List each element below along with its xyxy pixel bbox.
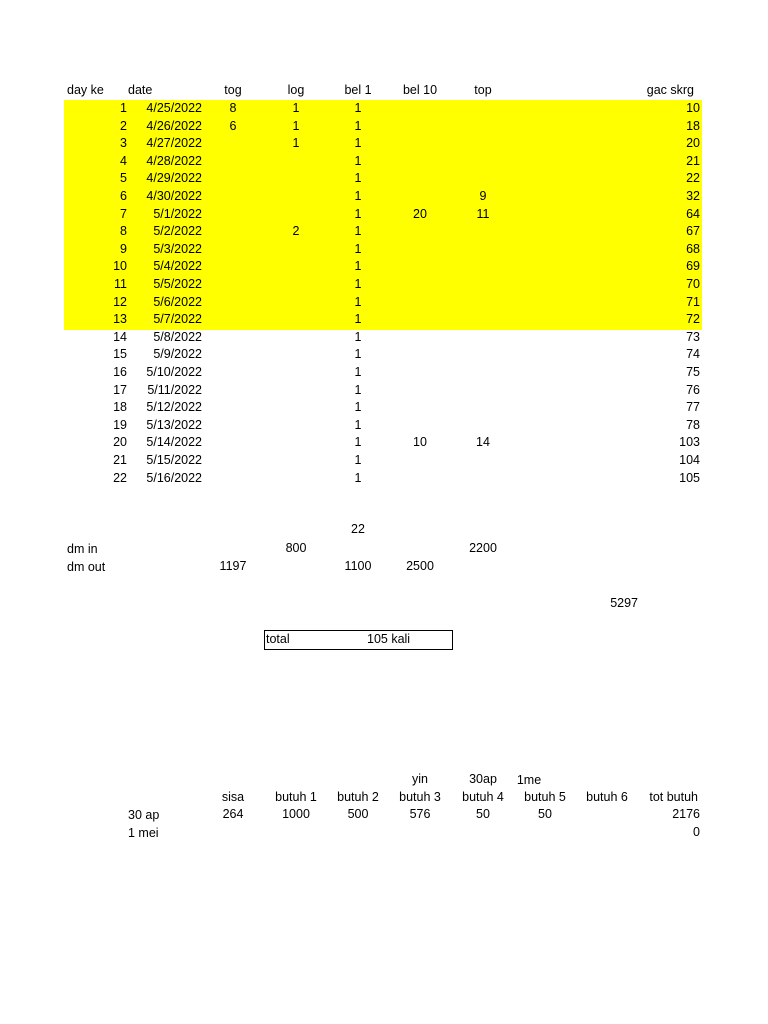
needs-row1-b1: 1000 [282, 807, 310, 821]
cell-date: 5/15/2022 [146, 453, 202, 467]
cell-date: 4/30/2022 [146, 189, 202, 203]
cell-day: 2 [120, 118, 127, 133]
cell-bel10: 20 [413, 206, 427, 221]
cell-bel1: 1 [354, 171, 362, 186]
needs-top-b5: 1me [516, 773, 542, 787]
cell-date: 5/4/2022 [153, 259, 202, 274]
cell-gac: 77 [686, 400, 700, 415]
cell-bel1: 1 [354, 206, 362, 221]
dm-in-log: 800 [285, 541, 307, 555]
cell-gac: 64 [686, 206, 700, 221]
cell-gac: 70 [686, 277, 700, 291]
cell-gac: 20 [686, 136, 700, 151]
needs-row1-tot: 2176 [672, 807, 700, 821]
cell-day: 13 [113, 312, 127, 327]
table-row [0, 276, 768, 294]
cell-day: 9 [120, 241, 127, 256]
cell-day: 8 [120, 224, 127, 239]
cell-bel1: 1 [354, 224, 362, 239]
table-row [0, 241, 768, 259]
cell-date: 5/2/2022 [153, 224, 202, 239]
cell-top: 14 [476, 435, 490, 450]
bel1-count: 22 [351, 522, 365, 536]
cell-bel1: 1 [354, 347, 362, 362]
dm-in-label: dm in [67, 542, 98, 556]
needs-header-tot: tot butuh [649, 790, 698, 804]
cell-tog: 8 [229, 101, 237, 115]
cell-log: 1 [292, 101, 300, 115]
cell-date: 5/12/2022 [146, 400, 202, 415]
needs-row2-tot: 0 [693, 825, 700, 839]
cell-date: 5/1/2022 [153, 206, 202, 221]
cell-log: 2 [292, 224, 300, 239]
header-bel1: bel 1 [344, 83, 372, 97]
header-gac: gac skrg [646, 83, 694, 97]
cell-day: 15 [113, 347, 127, 362]
needs-header-b2: butuh 2 [337, 790, 379, 804]
header-top: top [474, 83, 492, 97]
needs-row1-sisa: 264 [222, 807, 244, 821]
table-row [0, 311, 768, 329]
cell-day: 4 [120, 153, 127, 168]
cell-day: 17 [113, 382, 127, 397]
table-row [0, 258, 768, 276]
cell-day: 18 [113, 400, 127, 415]
needs-header-b3: butuh 3 [399, 790, 441, 804]
table-row [0, 452, 768, 470]
cell-date: 5/8/2022 [153, 329, 202, 344]
needs-row1-b5: 50 [538, 807, 552, 821]
cell-day: 20 [113, 435, 127, 450]
table-row [0, 294, 768, 312]
table-row [0, 118, 768, 136]
needs-header-b4: butuh 4 [462, 790, 504, 804]
cell-log: 1 [292, 118, 300, 133]
cell-gac: 104 [679, 453, 700, 467]
cell-gac: 74 [686, 347, 700, 362]
cell-date: 5/13/2022 [146, 417, 202, 432]
needs-row1-b2: 500 [347, 807, 369, 821]
cell-day: 10 [113, 259, 127, 274]
header-day: day ke [67, 83, 104, 97]
cell-date: 5/16/2022 [146, 470, 202, 485]
cell-gac: 105 [679, 470, 700, 485]
cell-date: 5/14/2022 [146, 435, 202, 450]
table-row [0, 153, 768, 171]
cell-day: 16 [113, 365, 127, 379]
dm-out-bel10: 2500 [406, 559, 434, 573]
dm-out-label: dm out [67, 560, 106, 574]
cell-day: 14 [113, 329, 127, 344]
cell-day: 19 [113, 417, 127, 432]
cell-bel1: 1 [354, 189, 362, 203]
table-row [0, 364, 768, 382]
needs-row1-b3: 576 [409, 807, 431, 821]
cell-day: 21 [113, 453, 127, 467]
cell-date: 4/25/2022 [146, 101, 202, 115]
needs-header-b5: butuh 5 [524, 790, 566, 804]
table-row [0, 135, 768, 153]
total-label: total [266, 632, 290, 646]
cell-date: 4/27/2022 [146, 136, 202, 151]
cell-bel1: 1 [354, 435, 362, 450]
cell-gac: 22 [686, 171, 700, 186]
cell-bel1: 1 [354, 118, 362, 133]
cell-top: 9 [479, 189, 487, 203]
cell-bel1: 1 [354, 400, 362, 415]
cell-gac: 103 [679, 435, 700, 450]
cell-date: 4/29/2022 [146, 171, 202, 186]
cell-bel1: 1 [354, 101, 362, 115]
header-date: date [128, 83, 153, 97]
needs-header-b6: butuh 6 [586, 790, 628, 804]
cell-gac: 73 [686, 329, 700, 344]
cell-date: 5/9/2022 [153, 347, 202, 362]
cell-date: 5/6/2022 [153, 294, 202, 309]
cell-gac: 10 [686, 101, 700, 115]
needs-row1-label: 30 ap [128, 808, 160, 822]
header-bel10: bel 10 [402, 83, 438, 97]
table-row [0, 223, 768, 241]
cell-day: 3 [120, 136, 127, 151]
dm-in-top: 2200 [469, 541, 497, 555]
cell-bel1: 1 [354, 453, 362, 467]
cell-bel1: 1 [354, 382, 362, 397]
table-row [0, 188, 768, 206]
grand-total: 5297 [610, 596, 638, 610]
needs-header-sisa: sisa [221, 790, 245, 804]
cell-gac: 18 [686, 118, 700, 133]
table-row [0, 434, 768, 452]
table-row [0, 346, 768, 364]
cell-bel1: 1 [354, 259, 362, 274]
table-row [0, 382, 768, 400]
cell-date: 5/7/2022 [153, 312, 202, 327]
cell-day: 7 [120, 206, 127, 221]
cell-date: 4/26/2022 [146, 118, 202, 133]
cell-bel1: 1 [354, 470, 362, 485]
cell-gac: 76 [686, 382, 700, 397]
table-row [0, 329, 768, 347]
table-row [0, 417, 768, 435]
cell-top: 11 [476, 206, 490, 221]
total-value: 105 kali [367, 632, 411, 646]
table-row [0, 399, 768, 417]
cell-gac: 32 [686, 189, 700, 203]
cell-gac: 78 [686, 417, 700, 432]
cell-bel1: 1 [354, 365, 362, 379]
needs-row1-b4: 50 [476, 807, 490, 821]
cell-bel1: 1 [354, 153, 362, 168]
cell-bel1: 1 [354, 312, 362, 327]
table-row [0, 170, 768, 188]
cell-bel1: 1 [354, 329, 362, 344]
dm-out-tog: 1197 [219, 559, 247, 573]
cell-gac: 21 [686, 153, 700, 168]
cell-gac: 69 [686, 259, 700, 274]
cell-day: 5 [120, 171, 127, 186]
cell-gac: 67 [686, 224, 700, 239]
cell-gac: 72 [686, 312, 700, 327]
cell-date: 5/5/2022 [153, 277, 202, 291]
needs-top-b3: yin [412, 772, 428, 786]
total-box [264, 630, 453, 650]
cell-day: 11 [114, 277, 127, 291]
cell-bel1: 1 [354, 241, 362, 256]
dm-out-bel1: 1100 [344, 559, 372, 573]
table-row [0, 206, 768, 224]
cell-bel10: 10 [413, 435, 427, 450]
cell-tog: 6 [229, 118, 237, 133]
needs-row2-label: 1 mei [128, 826, 159, 840]
cell-date: 5/11/2022 [147, 382, 202, 397]
cell-gac: 68 [686, 241, 700, 256]
table-row [0, 100, 768, 118]
table-row [0, 470, 768, 488]
header-log: log [287, 83, 305, 97]
cell-bel1: 1 [354, 277, 362, 291]
cell-bel1: 1 [354, 294, 362, 309]
cell-date: 5/3/2022 [153, 241, 202, 256]
needs-top-b4: 30ap [469, 772, 497, 786]
cell-log: 1 [292, 136, 300, 151]
cell-date: 4/28/2022 [146, 153, 202, 168]
needs-header-b1: butuh 1 [275, 790, 317, 804]
cell-gac: 71 [686, 294, 700, 309]
cell-gac: 75 [686, 365, 700, 379]
cell-day: 22 [113, 470, 127, 485]
cell-bel1: 1 [354, 417, 362, 432]
header-tog: tog [224, 83, 242, 97]
cell-date: 5/10/2022 [146, 365, 202, 379]
cell-day: 12 [113, 294, 127, 309]
cell-day: 1 [120, 101, 127, 115]
cell-bel1: 1 [354, 136, 362, 151]
cell-day: 6 [120, 189, 127, 203]
